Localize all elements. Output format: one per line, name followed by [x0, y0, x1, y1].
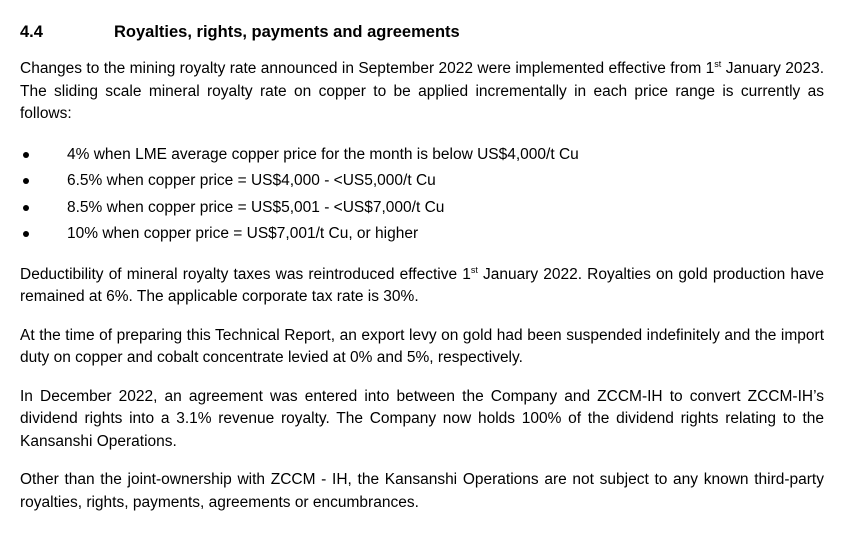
section-number: 4.4 [20, 23, 43, 41]
royalty-rate-list [20, 142, 824, 248]
superscript-ordinal: st [470, 264, 478, 275]
list-item [20, 195, 824, 222]
paragraph-export-levy: At the time of preparing this Technical Report, an export levy on gold had been suspended indefinitely and the import duty on copper and cobalt concentrate levied at 0% and 5%, respectively. [20, 326, 824, 366]
paragraph-zccm-agreement: In December 2022, an agreement was entered into between the Company and ZCCM-IH to convert ZCCM-IH’s dividend rights into a 3.1% revenue royalty. The Company now holds 100% of the dividend rights relating to the Kansanshi Operations. [20, 387, 824, 450]
section-title: Royalties, rights, payments and agreements [114, 23, 460, 41]
bullet-icon [23, 205, 29, 211]
paragraph-deductibility [20, 264, 824, 309]
paragraph-text: January 2023. The sliding scale mineral royalty rate on copper to be applied incrementally in each price range is currently as follows: [20, 60, 824, 122]
list-item [20, 142, 824, 169]
paragraph-text: January 2022. Royalties on gold production have remained at 6%. The applicable corporate tax rate is 30%. [20, 265, 824, 305]
list-item-text: 10% when copper price = US$7,001/t Cu, or higher [67, 225, 419, 242]
bullet-icon [23, 178, 29, 184]
paragraph-text: Deductibility of mineral royalty taxes was reintroduced effective 1 [20, 265, 471, 283]
list-item [20, 168, 824, 195]
section-heading [20, 18, 824, 46]
paragraph-royalty-changes [20, 58, 824, 126]
document-page [20, 18, 824, 514]
superscript-ordinal: st [714, 58, 722, 69]
paragraph-third-party: Other than the joint-ownership with ZCCM - IH, the Kansanshi Operations are not subject to any known third-party royalties, rights, payments, agreements or encumbrances. [20, 471, 824, 511]
list-item [20, 221, 824, 248]
bullet-icon [23, 152, 29, 158]
bullet-icon [23, 231, 29, 237]
paragraph-text: Changes to the mining royalty rate announced in September 2022 were implemented effective from 1 [20, 60, 715, 77]
list-item-text: 4% when LME average copper price for the month is below US$4,000/t Cu [67, 145, 579, 163]
list-item-text: 8.5% when copper price = US$5,001 - <US$7,000/t Cu [67, 198, 445, 216]
list-item-text: 6.5% when copper price = US$4,000 - <US5,000/t Cu [67, 172, 436, 189]
